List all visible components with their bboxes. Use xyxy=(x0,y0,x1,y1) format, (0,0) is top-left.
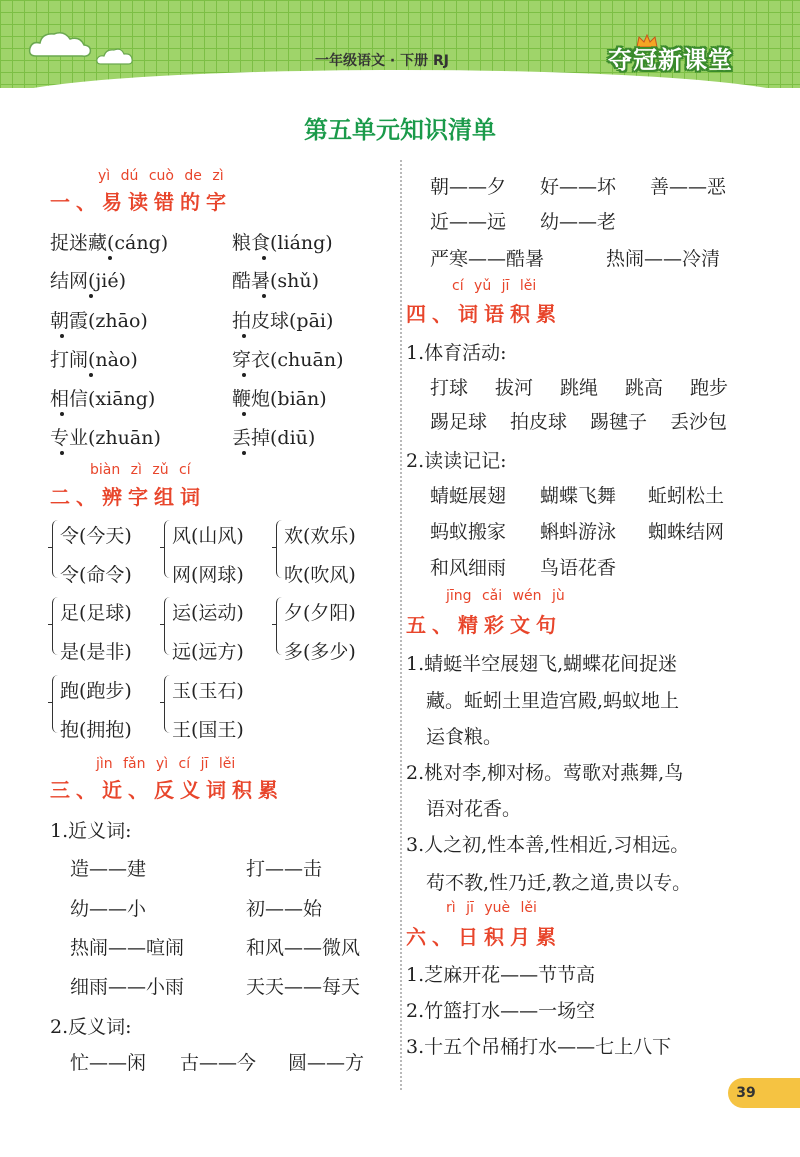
text-line: 3.人之初,性本善,性相近,习相远。 xyxy=(406,834,690,856)
emphasis-dot xyxy=(89,373,93,377)
emphasis-dot xyxy=(60,412,64,416)
word-item: 蝴蝶飞舞 xyxy=(540,485,617,507)
word-pair: 圆——方 xyxy=(288,1052,365,1074)
word-item: 拍皮球 xyxy=(510,411,568,433)
word-item: 专业(zhuān) xyxy=(50,427,161,449)
word-item: 拍皮球(pāi) xyxy=(232,310,334,332)
word-item: 朝霞(zhāo) xyxy=(50,310,148,332)
section-heading: 一、易读错的字 xyxy=(50,190,232,214)
emphasis-dot xyxy=(242,373,246,377)
word-pair: 天天——每天 xyxy=(246,976,361,998)
emphasis-dot xyxy=(242,412,246,416)
word-item: 是(是非) xyxy=(60,641,132,663)
section-pinyin: cí yǔ jī lěi xyxy=(452,278,537,294)
word-pair: 幼——老 xyxy=(540,211,617,233)
word-item: 鸟语花香 xyxy=(540,557,617,579)
word-item: 蜘蛛结网 xyxy=(648,521,725,543)
word-item: 丢掉(diū) xyxy=(232,427,316,449)
word-item: 踢足球 xyxy=(430,411,488,433)
word-pair: 热闹——冷清 xyxy=(606,248,721,270)
word-item: 酷暑(shǔ) xyxy=(232,270,320,292)
emphasis-dot xyxy=(60,334,64,338)
word-item: 风(山风) xyxy=(172,525,244,547)
text-line: 1.芝麻开花——节节高 xyxy=(406,964,596,986)
word-item: 远(远方) xyxy=(172,641,244,663)
section-pinyin: biàn zì zǔ cí xyxy=(90,462,191,478)
word-item: 玉(玉石) xyxy=(172,680,244,702)
word-item: 鞭炮(biān) xyxy=(232,388,327,410)
word-item: 踢毽子 xyxy=(590,411,648,433)
word-item: 夕(夕阳) xyxy=(284,602,356,624)
text-line: 3.十五个吊桶打水——七上八下 xyxy=(406,1036,672,1058)
word-item: 穿衣(chuān) xyxy=(232,349,344,371)
word-item: 欢(欢乐) xyxy=(284,525,356,547)
text-line: 1.蜻蜓半空展翅飞,蝴蝶花间捉迷 xyxy=(406,653,678,675)
word-item: 吹(吹风) xyxy=(284,564,356,586)
text-line: 运食粮。 xyxy=(426,726,503,748)
column-divider xyxy=(400,160,402,1090)
brace xyxy=(52,597,58,655)
emphasis-dot xyxy=(262,294,266,298)
word-pair: 细雨——小雨 xyxy=(70,976,185,998)
word-pair: 和风——微风 xyxy=(246,937,361,959)
brand-logo: 夺冠新课堂 xyxy=(608,46,733,74)
word-item: 令(今天) xyxy=(60,525,132,547)
word-pair: 打——击 xyxy=(246,858,323,880)
word-item: 网(网球) xyxy=(172,564,244,586)
brace xyxy=(164,675,170,733)
word-pair: 近——远 xyxy=(430,211,507,233)
word-item: 蚂蚁搬家 xyxy=(430,521,507,543)
word-item: 王(国王) xyxy=(172,719,244,741)
brace xyxy=(52,675,58,733)
word-pair: 善——恶 xyxy=(650,176,727,198)
page-tab xyxy=(764,1078,800,1108)
word-item: 跑(跑步) xyxy=(60,680,132,702)
word-item: 蚯蚓松土 xyxy=(648,485,725,507)
section-heading: 二、辨字组词 xyxy=(50,485,206,509)
word-item: 足(足球) xyxy=(60,602,132,624)
word-item: 令(命令) xyxy=(60,564,132,586)
word-item: 捉迷藏(cáng) xyxy=(50,232,169,254)
emphasis-dot xyxy=(89,294,93,298)
word-item: 结网(jié) xyxy=(50,270,127,292)
emphasis-dot xyxy=(242,451,246,455)
word-item: 跳绳 xyxy=(560,377,599,399)
word-item: 跳高 xyxy=(625,377,664,399)
section-heading: 三、近、反义词积累 xyxy=(50,778,284,802)
word-pair: 好——坏 xyxy=(540,176,617,198)
emphasis-dot xyxy=(262,256,266,260)
word-pair: 忙——闲 xyxy=(70,1052,147,1074)
section-pinyin: jìn fǎn yì cí jī lěi xyxy=(96,756,236,772)
section-pinyin: jīng cǎi wén jù xyxy=(446,588,565,604)
word-item: 蜻蜓展翅 xyxy=(430,485,507,507)
emphasis-dot xyxy=(108,256,112,260)
word-item: 丢沙包 xyxy=(670,411,728,433)
brace xyxy=(276,520,282,578)
brace xyxy=(276,597,282,655)
brace xyxy=(164,520,170,578)
word-item: 拔河 xyxy=(495,377,534,399)
section-pinyin: rì jī yuè lěi xyxy=(446,900,537,916)
brace xyxy=(164,597,170,655)
word-pair: 严寒——酷暑 xyxy=(430,248,545,270)
text-line: 2.桃对李,柳对杨。莺歌对燕舞,鸟 xyxy=(406,762,684,784)
word-pair: 幼——小 xyxy=(70,898,147,920)
page-title: 第五单元知识清单 xyxy=(304,116,496,144)
word-item: 和风细雨 xyxy=(430,557,507,579)
text-line: 藏。蚯蚓土里造宫殿,蚂蚁地上 xyxy=(426,690,680,712)
word-pair: 朝——夕 xyxy=(430,176,507,198)
text-line: 语对花香。 xyxy=(426,798,522,820)
subheading: 2.读读记记: xyxy=(406,450,507,472)
word-item: 打闹(nào) xyxy=(50,349,138,371)
word-item: 相信(xiāng) xyxy=(50,388,156,410)
subheading: 1.体育活动: xyxy=(406,342,507,364)
section-heading: 五、精彩文句 xyxy=(406,613,562,637)
subheading: 2.反义词: xyxy=(50,1016,132,1038)
book-label: 一年级语文 · 下册 RJ xyxy=(315,53,449,69)
cloud-icon xyxy=(96,46,134,66)
word-pair: 古——今 xyxy=(180,1052,257,1074)
emphasis-dot xyxy=(242,334,246,338)
text-line: 2.竹篮打水——一场空 xyxy=(406,1000,596,1022)
text-line: 苟不教,性乃迁,教之道,贵以专。 xyxy=(426,872,692,894)
page-number: 39 xyxy=(728,1078,764,1108)
word-pair: 造——建 xyxy=(70,858,147,880)
word-item: 运(运动) xyxy=(172,602,244,624)
subheading: 1.近义词: xyxy=(50,820,132,842)
word-item: 多(多少) xyxy=(284,641,356,663)
word-item: 蝌蚪游泳 xyxy=(540,521,617,543)
section-heading: 四、词语积累 xyxy=(406,302,562,326)
emphasis-dot xyxy=(60,451,64,455)
word-item: 粮食(liáng) xyxy=(232,232,333,254)
word-pair: 热闹——喧闹 xyxy=(70,937,185,959)
section-pinyin: yì dú cuò de zì xyxy=(98,168,224,184)
word-item: 跑步 xyxy=(690,377,729,399)
brace xyxy=(52,520,58,578)
word-pair: 初——始 xyxy=(246,898,323,920)
section-heading: 六、日积月累 xyxy=(406,925,562,949)
cloud-icon xyxy=(28,28,92,60)
word-item: 抱(拥抱) xyxy=(60,719,132,741)
word-item: 打球 xyxy=(430,377,469,399)
